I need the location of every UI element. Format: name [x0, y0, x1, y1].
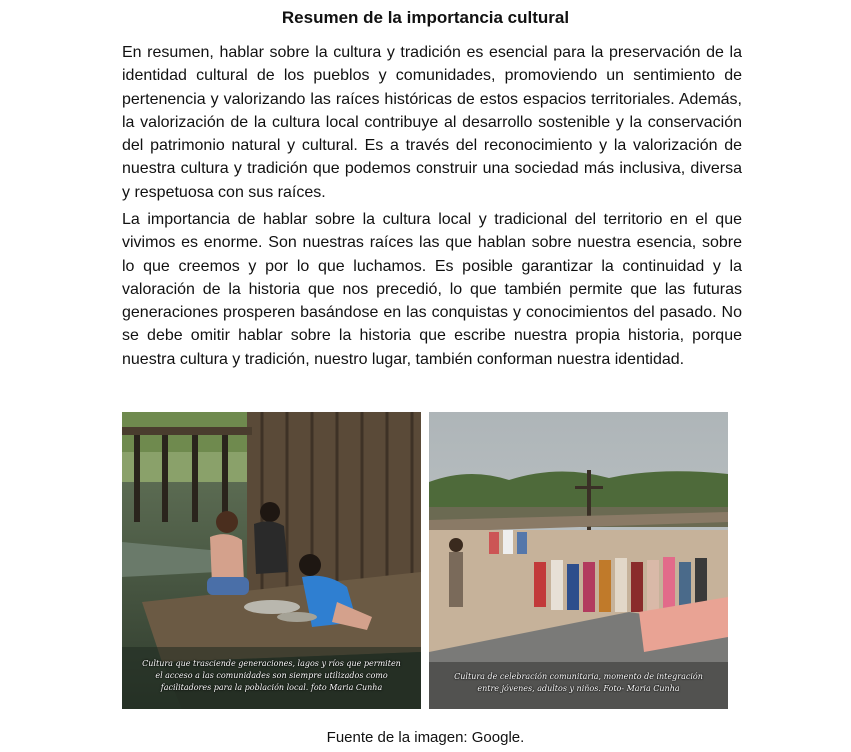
photo-caption-right: Cultura de celebración comunitaria, momento de integración entre jóvenes, adultos y niños. Foto- Maria Cunha	[454, 672, 703, 693]
photo-caption-left: Cultura que trasciende generaciones, lagos y ríos que permiten el acceso a las comunidades son siempre utilizados como facilitadores para la población local. foto Maria Cunha	[142, 659, 401, 692]
photo-women-fishing	[122, 412, 421, 709]
paragraph-summary: En resumen, hablar sobre la cultura y tradición es esencial para la preservación de la identidad cultural de los pueblos y comunidades, promoviendo un sentimiento de pertenencia y valorizando las raíces históricas de estos espacios territoriales. Además, la valorización de la cultura local contribuye al desarrollo sostenible y la conservación del patrimonio natural y cultural. Es a través del reconocimiento y la valorización de nuestra cultura y tradición que podemos construir una sociedad más inclusiva, diversa y respetuosa con sus raíces.	[122, 44, 742, 201]
photo-community-celebration-illustration	[429, 412, 728, 709]
section-title: Resumen de la importancia cultural	[281, 8, 570, 27]
photo-community-celebration	[429, 412, 728, 709]
paragraph-importance: La importancia de hablar sobre la cultura local y tradicional del territorio en el que vivimos es enorme. Son nuestras raíces las que hablan sobre nuestra esencia, sobre lo que creemos y por lo que luchamos. Es posible garantizar la continuidad y la valoración de la historia que nos precedió, lo que también permite que las futuras generaciones prosperen basándose en las conquistas y conocimientos del pasado. No se debe omitir hablar sobre la historia que escribe nuestra propia historia, porque nuestra cultura y tradición, nuestro lugar, también conforman nuestra identidad.	[122, 211, 742, 368]
image-source-note: Fuente de la imagen: Google.	[326, 729, 525, 746]
